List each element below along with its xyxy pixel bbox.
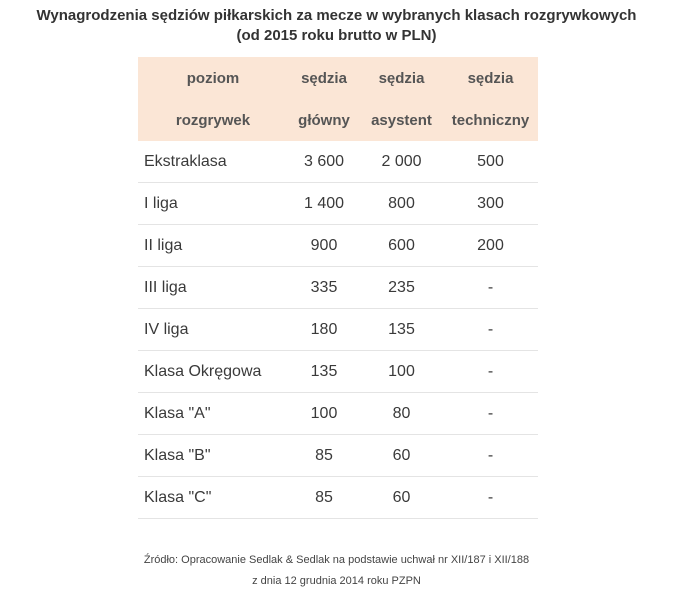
cell-technical-referee: - [487,488,494,506]
cell-main-referee: 335 [310,278,338,296]
source-note [0,550,673,592]
cell-assistant-referee: 60 [392,488,411,506]
header-technical-referee [443,57,538,141]
cell-level: Klasa "A" [144,404,211,422]
cell-assistant-referee: 800 [388,194,415,212]
cell-technical-referee: - [487,278,494,296]
header-level-line-2: rozgrywek [175,112,251,129]
header-assistant-referee-line-1: sędzia [378,70,425,87]
cell-technical-referee: - [487,362,494,380]
table-header [138,57,538,141]
table-row [138,393,538,435]
cell-level: Ekstraklasa [144,152,227,170]
table-row [138,351,538,393]
cell-technical-referee: 500 [477,152,504,170]
cell-main-referee: 3 600 [303,152,345,170]
cell-main-referee: 85 [315,446,333,464]
source-note-line-1: Źródło: Opracowanie Sedlak & Sedlak na podstawie uchwał nr XII/187 i XII/188 [143,554,530,566]
salary-table [138,57,538,519]
source-note-line-2: z dnia 12 grudnia 2014 roku PZPN [252,575,421,587]
cell-technical-referee: 200 [477,236,504,254]
cell-assistant-referee: 600 [388,236,415,254]
header-main-referee-line-2: główny [298,112,350,129]
chart-title-line-2: (od 2015 roku brutto w PLN) [236,27,437,44]
cell-technical-referee: - [487,446,494,464]
table-row [138,225,538,267]
table-row [138,477,538,519]
cell-assistant-referee: 80 [392,404,411,422]
cell-main-referee: 900 [310,236,338,254]
chart-title [0,6,673,46]
header-assistant-referee [360,57,443,141]
cell-level: I liga [144,194,178,212]
cell-level: IV liga [144,320,189,338]
cell-level: II liga [144,236,183,254]
cell-level: Klasa "B" [144,446,211,464]
cell-assistant-referee: 235 [388,278,415,296]
header-technical-referee-line-2: techniczny [451,112,530,129]
cell-level: Klasa "C" [144,488,212,506]
cell-level: III liga [144,278,187,296]
cell-technical-referee: - [487,320,494,338]
table-row [138,435,538,477]
cell-main-referee: 100 [310,404,338,422]
cell-main-referee: 180 [310,320,338,338]
cell-main-referee: 1 400 [303,194,345,212]
table-row [138,267,538,309]
header-assistant-referee-line-2: asystent [371,112,432,129]
cell-assistant-referee: 100 [388,362,415,380]
header-main-referee [288,57,360,141]
table-row [138,183,538,225]
cell-main-referee: 85 [315,488,333,506]
header-technical-referee-line-1: sędzia [467,70,514,87]
cell-technical-referee: - [487,404,494,422]
table-row [138,141,538,183]
header-main-referee-line-1: sędzia [301,70,347,87]
cell-assistant-referee: 2 000 [381,152,422,170]
cell-level: Klasa Okręgowa [144,362,262,380]
cell-assistant-referee: 135 [388,320,415,338]
cell-main-referee: 135 [310,362,338,380]
header-level [138,57,288,141]
cell-assistant-referee: 60 [392,446,411,464]
chart-title-line-1: Wynagrodzenia sędziów piłkarskich za mecze w wybranych klasach rozgrywkowych [36,7,637,24]
table-row [138,309,538,351]
header-level-line-1: poziom [186,70,240,87]
cell-technical-referee: 300 [477,194,504,212]
